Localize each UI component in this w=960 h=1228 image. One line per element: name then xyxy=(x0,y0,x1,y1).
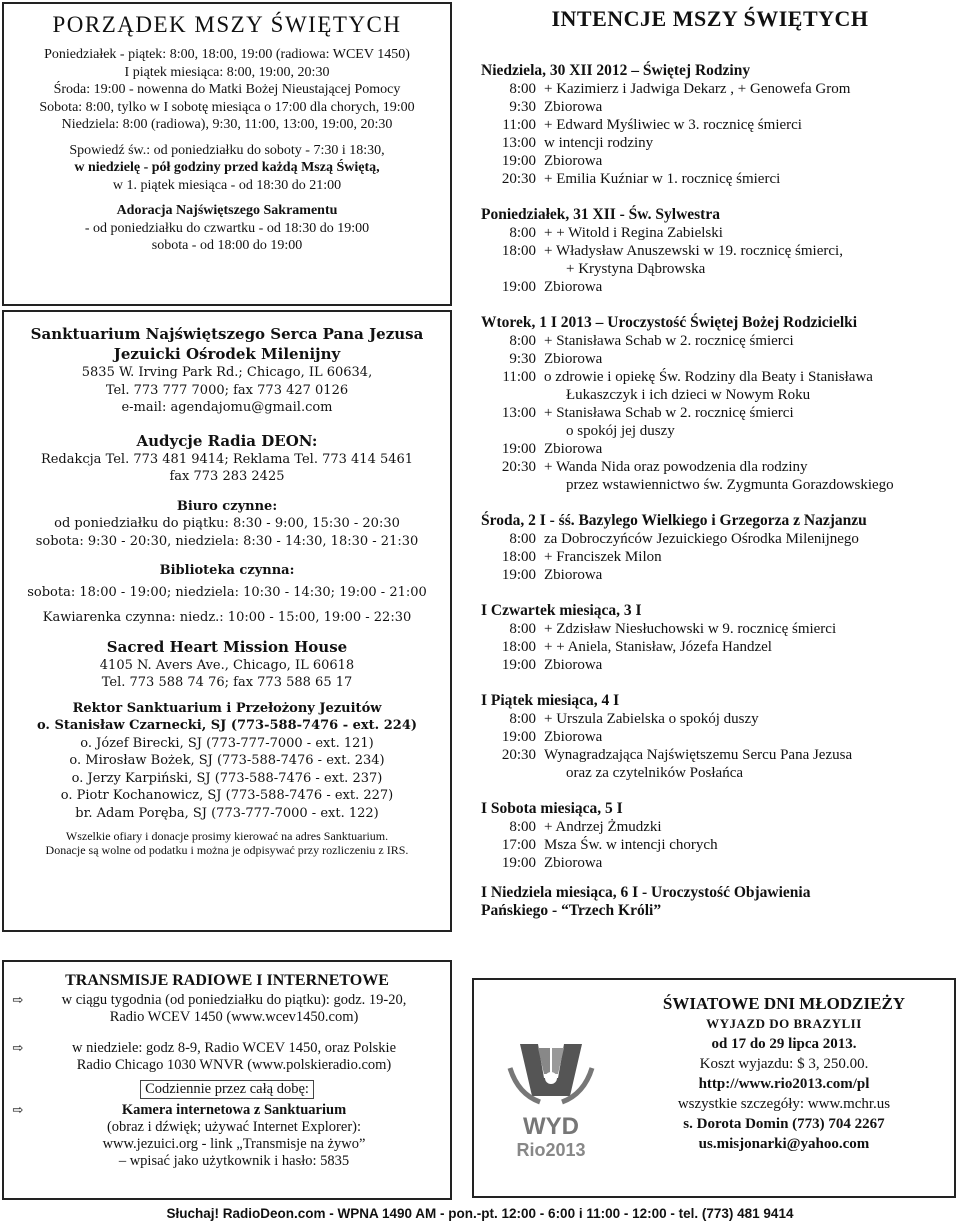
mass-intentions xyxy=(462,2,958,920)
intention-text: + Wanda Nida oraz powodzenia dla rodziny xyxy=(544,459,808,475)
intention-day-heading: I Piątek miesiąca, 4 I xyxy=(481,692,620,709)
intention-time: 20:30 xyxy=(501,747,536,763)
intention-time: 9:30 xyxy=(509,99,536,115)
intention-text: o spokój jej duszy xyxy=(566,423,675,439)
intention-text: Zbiorowa xyxy=(544,153,603,169)
wyd-subtitle: WYJAZD DO BRAZYLII xyxy=(706,1016,862,1031)
webcam-title: Kamera internetowa z Sanktuarium xyxy=(121,1102,347,1118)
intention-row xyxy=(481,476,958,494)
intention-text: o zdrowie i opiekę Św. Rodziny dla Beaty i Stanisława xyxy=(544,369,873,385)
parish-info-box xyxy=(2,310,452,932)
intention-text: + Stanisława Schab w 2. rocznicę śmierci xyxy=(544,405,794,421)
priest-5: o. Piotr Kochanowicz, SJ (773-588-7476 - ext. 227) xyxy=(60,788,394,803)
radio-deon-title: Audycje Radia DEON: xyxy=(136,431,318,450)
wednesday-masses: Środa: 19:00 - nowenna do Matki Bożej Nieustającej Pomocy xyxy=(53,82,401,97)
intention-text: za Dobroczyńców Jezuickiego Ośrodka Milenijnego xyxy=(544,531,859,547)
radio-deon-tel: Redakcja Tel. 773 481 9414; Reklama Tel. 773 414 5461 xyxy=(40,451,414,467)
intention-row xyxy=(481,386,958,404)
sanctuary-address: 5835 W. Irving Park Rd.; Chicago, IL 60634, xyxy=(81,365,373,380)
intention-row xyxy=(481,80,958,98)
sunday-masses: Niedziela: 8:00 (radiowa), 9:30, 11:00, 13:00, 19:00, 20:30 xyxy=(61,117,393,132)
intention-row xyxy=(481,656,958,674)
broadcasts-box xyxy=(2,960,452,1200)
confession-2: w niedzielę - pół godziny przed każdą Mszą Świętą, xyxy=(74,160,380,175)
intention-day-heading: I Czwartek miesiąca, 3 I xyxy=(481,602,642,619)
intention-time: 19:00 xyxy=(501,729,536,745)
intention-day xyxy=(462,512,958,584)
confession-1: Spowiedź św.: od poniedziałku do soboty - 7:30 i 18:30, xyxy=(69,142,385,158)
office-hours-2: sobota: 9:30 - 20:30, niedziela: 8:30 - 14:30, 18:30 - 21:30 xyxy=(35,533,419,549)
intention-text: + Kazimierz i Jadwiga Dekarz , + Genowefa Grom xyxy=(544,81,851,97)
mass-schedule-box xyxy=(2,2,452,306)
intention-text: Zbiorowa xyxy=(544,99,603,115)
wyd-url[interactable]: http://www.rio2013.com/pl xyxy=(698,1076,870,1092)
webcam-line-3: – wpisać jako użytkownik i hasło: 5835 xyxy=(118,1153,350,1169)
intention-time: 19:00 xyxy=(501,279,536,295)
intention-time: 13:00 xyxy=(501,135,536,151)
library-hours: sobota: 18:00 - 19:00; niedziela: 10:30 - 14:30; 19:00 - 21:00 xyxy=(27,584,427,600)
sunday-broadcast-2: Radio Chicago 1030 WNVR (www.polskieradio.com) xyxy=(76,1057,392,1073)
intention-time: 8:00 xyxy=(509,531,536,547)
library-title: Biblioteka czynna: xyxy=(159,563,295,578)
intention-time: 18:00 xyxy=(501,639,536,655)
donation-note-1: Wszelkie ofiary i donacje prosimy kierować na adres Sanktuarium. xyxy=(65,829,389,843)
intention-text: + Urszula Zabielska o spokój duszy xyxy=(544,711,759,727)
intention-row xyxy=(481,152,958,170)
intention-text: + + Witold i Regina Zabielski xyxy=(544,225,723,241)
intention-time: 19:00 xyxy=(501,567,536,583)
intention-row xyxy=(481,764,958,782)
intention-row xyxy=(481,116,958,134)
intention-text: + Emilia Kuźniar w 1. rocznicę śmierci xyxy=(544,171,781,187)
intention-text: Zbiorowa xyxy=(544,351,603,367)
rector-title: Rektor Sanktuarium i Przełożony Jezuitów xyxy=(72,700,382,716)
intention-time: 8:00 xyxy=(509,711,536,727)
intention-time: 9:30 xyxy=(509,351,536,367)
intention-time: 8:00 xyxy=(509,81,536,97)
wyd-contact: s. Dorota Domin (773) 704 2267 xyxy=(683,1116,885,1132)
weekday-masses: Poniedziałek - piątek: 8:00, 18:00, 19:00 (radiowa: WCEV 1450) xyxy=(44,47,410,62)
intention-row xyxy=(481,548,958,566)
intention-row xyxy=(481,530,958,548)
wyd-box xyxy=(472,978,956,1198)
intention-row xyxy=(481,260,958,278)
mission-house-tel: Tel. 773 588 74 76; fax 773 588 65 17 xyxy=(101,675,353,690)
intention-row xyxy=(481,566,958,584)
intention-text: Wynagradzająca Najświętszemu Sercu Pana Jezusa xyxy=(544,747,853,763)
intention-text: + Władysław Anuszewski w 19. rocznicę śmierci, xyxy=(544,243,843,259)
intention-day xyxy=(462,62,958,188)
priest-6: br. Adam Poręba, SJ (773-777-7000 - ext. 122) xyxy=(75,805,379,821)
wyd-title: ŚWIATOWE DNI MŁODZIEŻY xyxy=(662,994,906,1013)
intention-day xyxy=(462,800,958,872)
wyd-dates: od 17 do 29 lipca 2013. xyxy=(711,1036,857,1052)
intention-row xyxy=(481,368,958,386)
intention-text: + Andrzej Żmudzki xyxy=(544,819,662,835)
intention-text: Zbiorowa xyxy=(544,567,603,583)
sanctuary-name: Sanktuarium Najświętszego Serca Pana Jezusa xyxy=(30,325,424,343)
intention-row xyxy=(481,620,958,638)
wyd-rio-logo xyxy=(500,1038,602,1168)
intention-row xyxy=(481,224,958,242)
intention-text: Zbiorowa xyxy=(544,729,603,745)
intention-row xyxy=(481,98,958,116)
adoration-1: - od poniedziałku do czwartku - od 18:30 do 19:00 xyxy=(84,220,370,236)
intention-day xyxy=(462,692,958,782)
intention-text: + Krystyna Dąbrowska xyxy=(566,261,706,277)
intention-time: 8:00 xyxy=(509,225,536,241)
intention-time: 8:00 xyxy=(509,333,536,349)
wyd-cost: Koszt wyjazdu: $ 3, 250.00. xyxy=(699,1056,869,1072)
webcam-link[interactable]: www.jezuici.org - link „Transmisje na żywo” xyxy=(102,1136,366,1152)
intention-text: Łukaszczyk i ich dzieci w Nowym Roku xyxy=(566,387,811,403)
intention-time: 18:00 xyxy=(501,243,536,259)
intention-day-heading: I Sobota miesiąca, 5 I xyxy=(481,800,623,817)
intention-time: 20:30 xyxy=(501,459,536,475)
intention-row xyxy=(481,728,958,746)
intention-row xyxy=(481,710,958,728)
adoration-title: Adoracja Najświętszego Sakramentu xyxy=(116,203,338,218)
intention-row xyxy=(481,134,958,152)
intention-day xyxy=(462,206,958,296)
last-day-head-2: Pańskiego - “Trzech Króli” xyxy=(481,902,662,919)
intention-text: Zbiorowa xyxy=(544,657,603,673)
week-broadcast-2: Radio WCEV 1450 (www.wcev1450.com) xyxy=(109,1009,359,1025)
intention-row xyxy=(481,350,958,368)
saturday-masses: Sobota: 8:00, tylko w I sobotę miesiąca o 17:00 dla chorych, 19:00 xyxy=(39,99,415,115)
intention-text: oraz za czytelników Posłańca xyxy=(566,765,744,781)
intention-text: Zbiorowa xyxy=(544,279,603,295)
intention-time: 19:00 xyxy=(501,855,536,871)
mission-house-address: 4105 N. Avers Ave., Chicago, IL 60618 xyxy=(99,657,355,673)
intention-text: Zbiorowa xyxy=(544,441,603,457)
intention-time: 8:00 xyxy=(509,819,536,835)
intention-day-heading: Środa, 2 I - śś. Bazylego Wielkiego i Grzegorza z Nazjanzu xyxy=(481,512,867,529)
intention-time: 19:00 xyxy=(501,153,536,169)
intention-row xyxy=(481,854,958,872)
wyd-email[interactable]: us.misjonarki@yahoo.com xyxy=(698,1136,870,1152)
intention-row xyxy=(481,836,958,854)
footer-banner: Słuchaj! RadioDeon.com - WPNA 1490 AM - pon.-pt. 12:00 - 6:00 i 11:00 - 12:00 - tel. (773) 481 9414 xyxy=(166,1206,794,1221)
radio-deon-fax: fax 773 283 2425 xyxy=(169,469,285,484)
intention-time: 19:00 xyxy=(501,657,536,673)
intention-day-heading: Niedziela, 30 XII 2012 – Świętej Rodziny xyxy=(481,62,751,79)
intention-time: 20:30 xyxy=(501,171,536,187)
intentions-title: INTENCJE MSZY ŚWIĘTYCH xyxy=(551,6,869,31)
intention-time: 11:00 xyxy=(502,369,536,385)
intention-row xyxy=(481,170,958,188)
mass-schedule-title: PORZĄDEK MSZY ŚWIĘTYCH xyxy=(52,12,402,37)
last-day-head-1: I Niedziela miesiąca, 6 I - Uroczystość Objawienia xyxy=(481,884,811,901)
mission-house-title: Sacred Heart Mission House xyxy=(106,637,348,656)
intention-time: 19:00 xyxy=(501,441,536,457)
cafe-hours: Kawiarenka czynna: niedz.: 10:00 - 15:00, 19:00 - 22:30 xyxy=(42,610,412,625)
sunday-broadcast-1: w niedziele: godz 8-9, Radio WCEV 1450, oraz Polskie xyxy=(71,1040,397,1056)
wyd-details[interactable]: wszystkie szczegóły: www.mchr.us xyxy=(677,1096,891,1112)
intention-row xyxy=(481,746,958,764)
intention-row xyxy=(481,440,958,458)
intention-row xyxy=(481,638,958,656)
intention-day xyxy=(462,602,958,674)
intention-row xyxy=(481,458,958,476)
intention-row xyxy=(481,818,958,836)
confession-3: w 1. piątek miesiąca - od 18:30 do 21:00 xyxy=(112,177,342,193)
first-friday-masses: I piątek miesiąca: 8:00, 19:00, 20:30 xyxy=(124,64,330,80)
intention-day-heading: Poniedziałek, 31 XII - Św. Sylwestra xyxy=(481,206,720,223)
webcam-line-1: (obraz i dźwięk; używać Internet Explorer): xyxy=(106,1119,362,1135)
intention-row xyxy=(481,332,958,350)
intention-text: w intencji rodziny xyxy=(544,135,654,151)
intention-row xyxy=(481,422,958,440)
arrow-right-icon: ⇨ xyxy=(12,1041,24,1056)
sanctuary-subname: Jezuicki Ośrodek Milenijny xyxy=(113,345,341,363)
intention-time: 8:00 xyxy=(509,621,536,637)
office-hours-1: od poniedziałku do piątku: 8:30 - 9:00, 15:30 - 20:30 xyxy=(54,516,400,531)
office-title: Biuro czynne: xyxy=(176,498,278,514)
intention-day-heading: Wtorek, 1 I 2013 – Uroczystość Świętej Bożej Rodzicielki xyxy=(481,314,858,331)
priest-1: o. Stanisław Czarnecki, SJ (773-588-7476 - ext. 224) xyxy=(36,718,418,733)
intention-row xyxy=(481,242,958,260)
intention-time: 11:00 xyxy=(502,117,536,133)
intention-day xyxy=(462,314,958,494)
week-broadcast-1: w ciągu tygodnia (od poniedziałku do piątku): godz. 19-20, xyxy=(61,992,407,1008)
intention-text: Zbiorowa xyxy=(544,855,603,871)
logo-wyd-text: WYD xyxy=(523,1113,579,1140)
daily-label: Codziennie przez całą dobę: xyxy=(140,1080,314,1099)
intention-text: + Franciszek Milon xyxy=(544,549,662,565)
intention-time: 13:00 xyxy=(501,405,536,421)
intention-text: Msza Św. w intencji chorych xyxy=(544,837,718,853)
intention-text: przez wstawiennictwo św. Zygmunta Gorazdowskiego xyxy=(566,477,894,493)
intention-row xyxy=(481,278,958,296)
arrow-right-icon: ⇨ xyxy=(12,993,24,1008)
logo-rio-text: Rio2013 xyxy=(516,1140,586,1160)
sanctuary-tel: Tel. 773 777 7000; fax 773 427 0126 xyxy=(105,382,349,398)
intention-text: + + Aniela, Stanisław, Józefa Handzel xyxy=(544,639,772,655)
arrow-right-icon: ⇨ xyxy=(12,1103,24,1118)
sanctuary-email: e-mail: agendajomu@gmail.com xyxy=(121,400,333,415)
donation-note-2: Donacje są wolne od podatku i można je odpisywać przy rozliczeniu z IRS. xyxy=(45,842,409,857)
intention-time: 17:00 xyxy=(501,837,536,853)
priest-4: o. Jerzy Karpiński, SJ (773-588-7476 - ext. 237) xyxy=(71,770,383,786)
intention-text: + Edward Myśliwiec w 3. rocznicę śmierci xyxy=(544,117,802,133)
intention-text: + Stanisława Schab w 2. rocznicę śmierci xyxy=(544,333,794,349)
adoration-2: sobota - od 18:00 do 19:00 xyxy=(151,238,303,253)
intention-row xyxy=(481,404,958,422)
intention-time: 18:00 xyxy=(501,549,536,565)
intention-text: + Zdzisław Niesłuchowski w 9. rocznicę śmierci xyxy=(544,621,837,637)
broadcasts-title: TRANSMISJE RADIOWE I INTERNETOWE xyxy=(65,972,389,989)
priest-3: o. Mirosław Bożek, SJ (773-588-7476 - ext. 234) xyxy=(69,753,385,768)
priest-2: o. Józef Birecki, SJ (773-777-7000 - ext. 121) xyxy=(80,735,374,751)
